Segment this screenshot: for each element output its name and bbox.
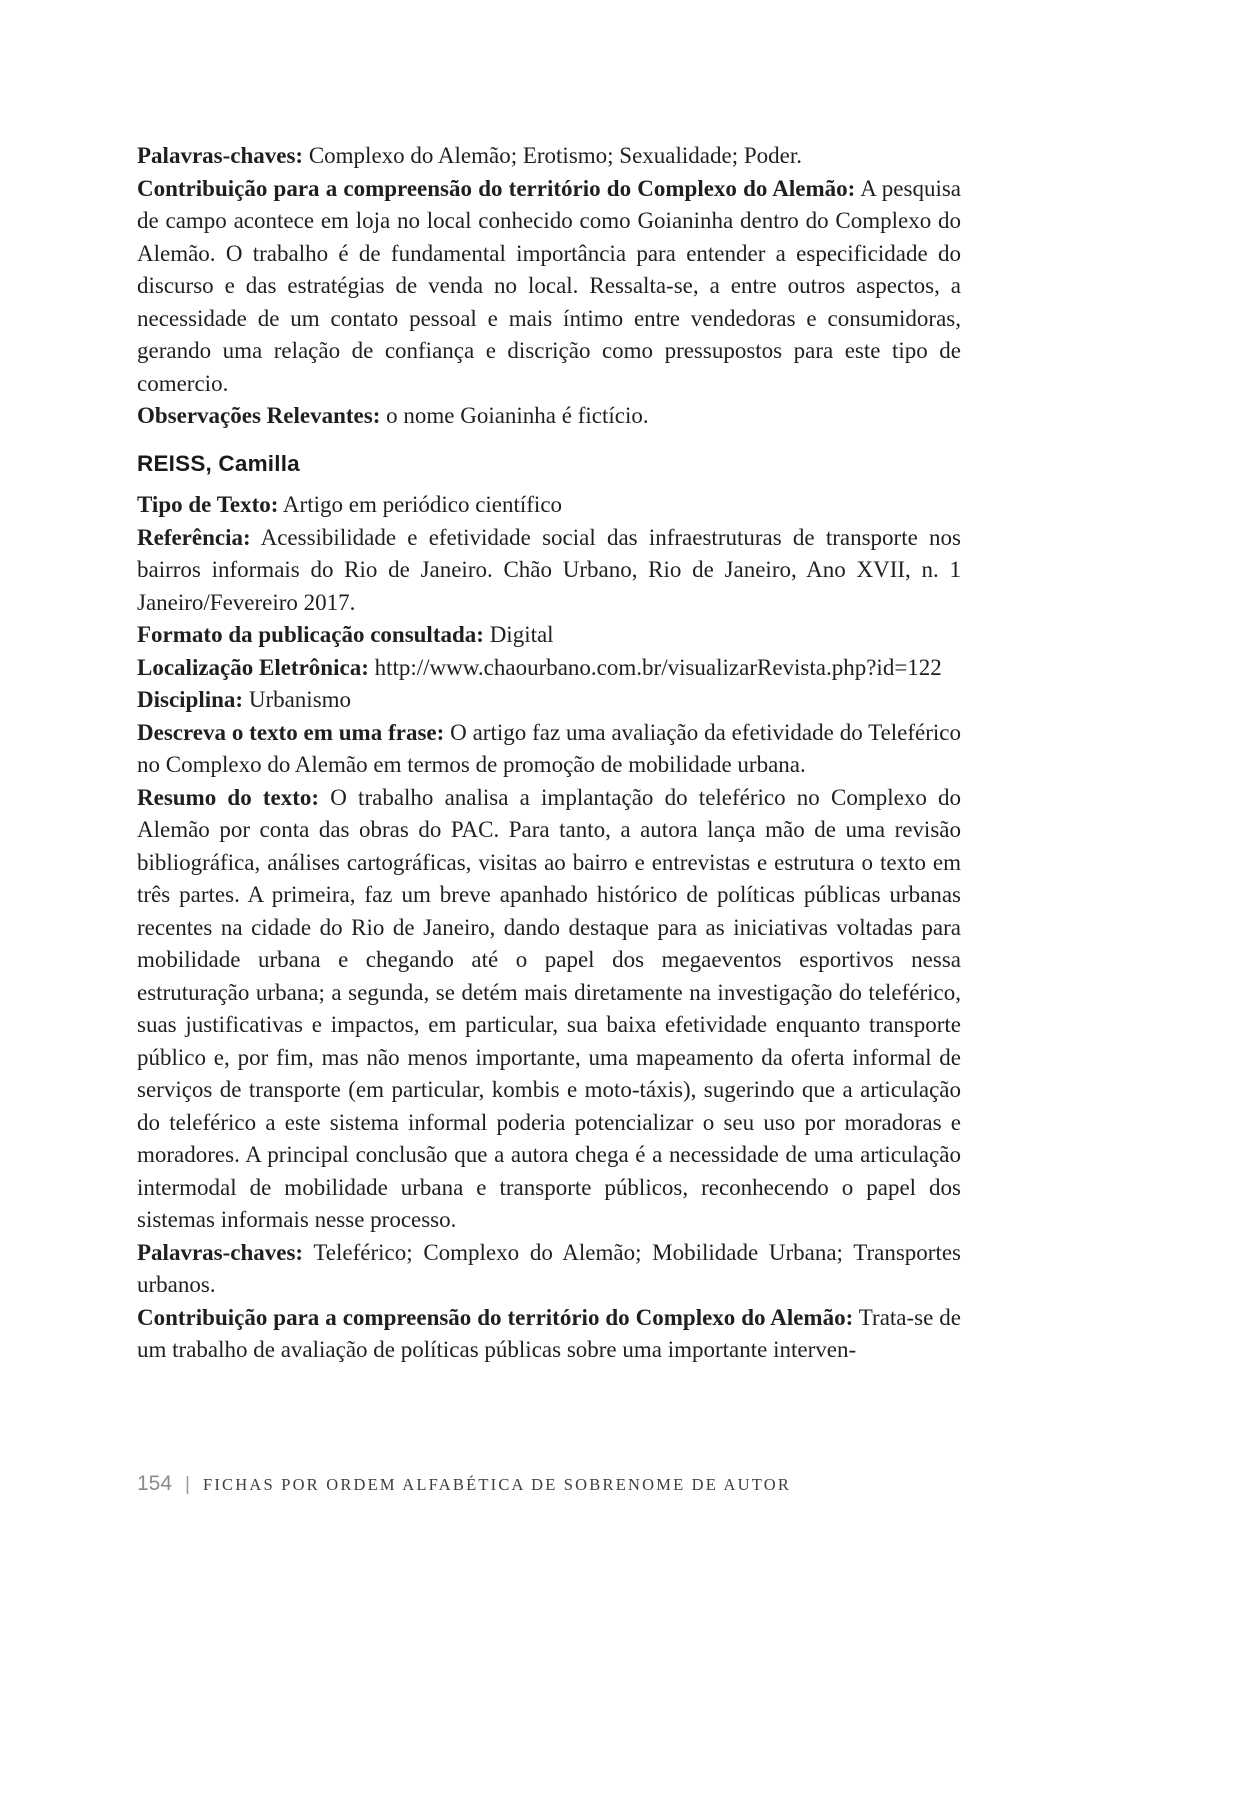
- field-label: Palavras-chaves:: [137, 143, 304, 168]
- field-referencia: [137, 522, 961, 620]
- field-label: Resumo do texto:: [137, 784, 320, 810]
- field-text: Teleférico; Complexo do Alemão; Mobilidade Urbana; Transportes urbanos.: [137, 1239, 961, 1297]
- field-text: O trabalho analisa a implantação do teleférico no Complexo do Alemão por conta das obras do PAC. Para tanto, a autora lança mão de uma revisão bibliográfica, análises cartográficas, visitas ao bairro e entrevistas e estrutura o texto em três partes. A primeira, faz um breve apanhado histórico de políticas públicas urbanas recentes na cidade do Rio de Janeiro, dando destaque para as iniciativas voltadas para mobilidade urbana e chegando até o papel dos megaeventos esportivos nessa estruturação urbana; a segunda, se detém mais diretamente na investigação do teleférico, suas justificativas e impactos, em particular, sua baixa efetividade enquanto transporte público e, por fim, mas não menos importante, uma mapeamento da oferta informal de serviços de transporte (em particular, kombis e moto-táxis), sugerindo que a articulação do teleférico a este sistema informal poderia potencializar o seu uso por moradoras e moradores. A principal conclusão que a autora chega é a necessidade de uma articulação intermodal de mobilidade urbana e transporte públicos, reconhecendo o papel dos sistemas informais nesse processo.: [137, 784, 962, 1232]
- field-url-text: http://www.chaourbano.com.br/visualizarRevista.php?id=122: [368, 654, 942, 680]
- field-label: Palavras-chaves:: [137, 1239, 304, 1265]
- field-contribuicao: [137, 1302, 961, 1367]
- field-text: O artigo faz uma avaliação da efetividade do Teleférico no Complexo do Alemão em termos de promoção de mobilidade urbana.: [137, 719, 961, 777]
- field-disciplina: [137, 684, 961, 717]
- field-localizacao-eletronica: [137, 652, 961, 685]
- field-label: Referência:: [137, 524, 251, 550]
- running-title: FICHAS POR ORDEM ALFABÉTICA DE SOBRENOME DE AUTOR: [202, 1475, 792, 1494]
- field-contribuicao-prev: [137, 173, 961, 401]
- field-tipo-de-texto: [137, 489, 961, 522]
- field-text: A pesquisa de campo acontece em loja no local conhecido como Goianinha dentro do Complexo do Alemão. O trabalho é de fundamental importância para entender a especificidade do discurso e das estratégias de venda no local. Ressalta-se, a entre outros aspectos, a necessidade de um contato pessoal e mais íntimo entre vendedoras e consumidoras, gerando uma relação de confiança e discrição como pressupostos para este tipo de comercio.: [137, 175, 961, 396]
- entry-author-heading: REISS, Camilla: [137, 450, 300, 476]
- page-text-block: [137, 140, 961, 1367]
- field-text: Complexo do Alemão; Erotismo; Sexualidade; Poder.: [303, 143, 802, 168]
- field-observacoes-relevantes: [137, 400, 961, 433]
- page-number: 154: [137, 1472, 173, 1495]
- footer-separator: |: [185, 1474, 190, 1495]
- field-label: Disciplina:: [137, 687, 244, 712]
- field-label: Localização Eletrônica:: [137, 654, 369, 680]
- field-text: Digital: [483, 622, 554, 647]
- field-palavras-chaves: [137, 1237, 961, 1302]
- field-text: Artigo em periódico científico: [278, 492, 563, 517]
- field-label: Descreva o texto em uma frase:: [137, 719, 445, 745]
- field-label: Observações Relevantes:: [137, 403, 381, 428]
- page-footer: [137, 1472, 791, 1496]
- field-text: o nome Goianinha é fictício.: [380, 403, 649, 428]
- field-descreva-em-uma-frase: [137, 717, 961, 782]
- field-text: Acessibilidade e efetividade social das infraestruturas de transporte nos bairros informais do Rio de Janeiro. Chão Urbano, Rio de Janeiro, Ano XVII, n. 1 Janeiro/Fevereiro 2017.: [137, 524, 961, 615]
- field-resumo-do-texto: [137, 782, 961, 1237]
- field-palavras-chaves-prev: [137, 140, 961, 173]
- field-text: Urbanismo: [243, 687, 352, 712]
- field-formato-publicacao: [137, 619, 961, 652]
- field-text: Trata-se de um trabalho de avaliação de políticas públicas sobre uma importante interven-: [137, 1304, 961, 1362]
- field-label: Formato da publicação consultada:: [137, 622, 484, 647]
- field-label: Tipo de Texto:: [137, 492, 279, 517]
- field-label: Contribuição para a compreensão do território do Complexo do Alemão:: [137, 175, 856, 201]
- field-label: Contribuição para a compreensão do território do Complexo do Alemão:: [137, 1304, 854, 1330]
